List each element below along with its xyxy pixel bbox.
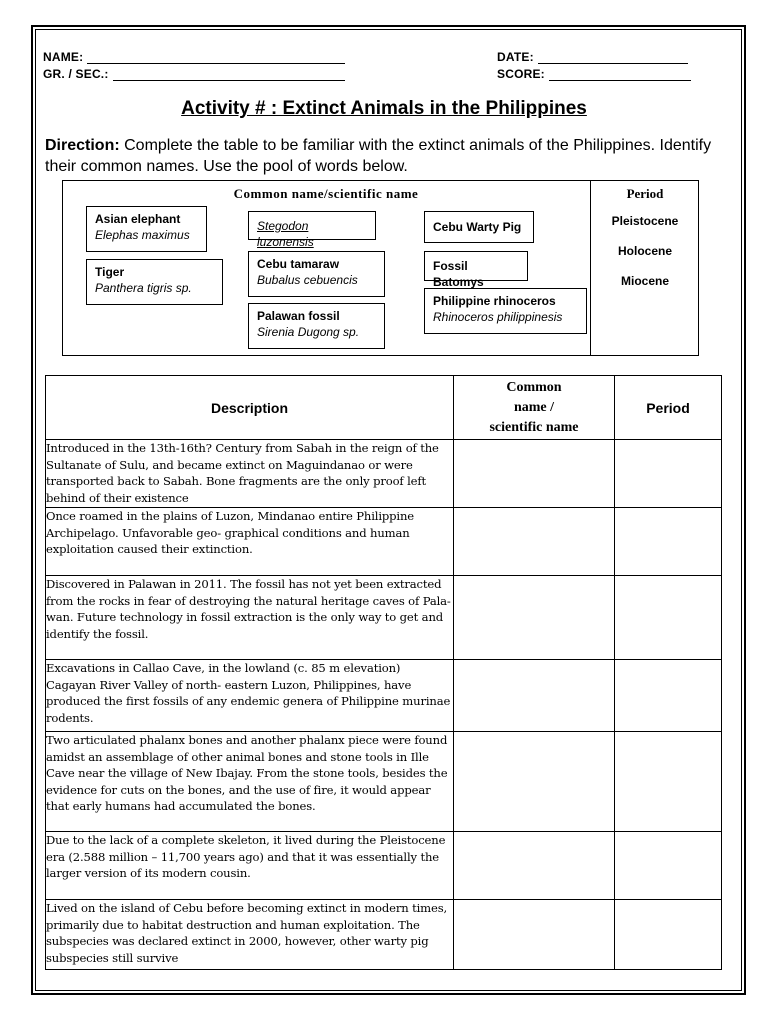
description-header: Description — [46, 376, 454, 440]
name-label: NAME: — [43, 50, 84, 64]
scientific-name: Stegodon luzonensis — [257, 219, 314, 249]
description-cell: Introduced in the 13th-16th? Century from Sabah in the reign of the Sultanate of Sulu, and became extinct on Maguindanao or were transported back to Sabah. Bone fragments are the only proof left behind of their existence — [46, 440, 454, 508]
answer-table — [45, 375, 722, 970]
common-name: Asian elephant — [95, 212, 181, 226]
scientific-name: Rhinoceros philippinesis — [433, 310, 563, 324]
period-answer-cell[interactable] — [615, 732, 722, 832]
period-option: Miocene — [620, 274, 669, 288]
score-blank[interactable] — [549, 69, 691, 81]
common-name: Tiger — [95, 265, 125, 279]
word-box — [248, 303, 385, 349]
common-name: Cebu tamaraw — [257, 257, 340, 271]
table-row — [46, 900, 722, 970]
common-name-answer-cell[interactable] — [454, 900, 615, 970]
grsec-blank[interactable] — [113, 69, 345, 81]
description-cell: Two articulated phalanx bones and another phalanx piece were found amidst an assemblage of other animal bones and stone tools in Ille Cave near the village of New Ibajay. From the stone tools, besides the evidence for cuts on the bones, and the use of fire, it would appear that early humans had accumulated the bones. — [46, 732, 454, 832]
period-answer-cell[interactable] — [615, 576, 722, 660]
word-box — [86, 259, 223, 305]
direction-text: Complete the table to be familiar with the extinct animals of the Philippines. Identify their common names. Use the pool of words below. — [45, 137, 712, 175]
word-box — [248, 251, 385, 297]
direction — [45, 135, 735, 177]
table-row — [46, 660, 722, 732]
common-name: Philippine rhinoceros — [433, 294, 556, 308]
common-name: Palawan fossil — [257, 309, 340, 323]
description-cell: Once roamed in the plains of Luzon, Mindanao entire Philippine Archipelago. Unfavorable geo- graphical conditions and human exploitation caused their extinction. — [46, 508, 454, 576]
description-cell: Discovered in Palawan in 2011. The fossil has not yet been extracted from the rocks in fear of destroying the natural heritage caves of Pala- wan. Future technology in fossil extraction is the only way to get and identify the fossil. — [46, 576, 454, 660]
grsec-label: GR. / SEC.: — [43, 67, 109, 81]
common-name: Cebu Warty Pig — [433, 220, 522, 234]
table-header-row — [46, 376, 722, 440]
word-pool-divider — [590, 180, 591, 356]
word-box — [86, 206, 207, 252]
period-answer-cell[interactable] — [615, 900, 722, 970]
word-box — [248, 211, 376, 249]
common-name-header — [454, 376, 615, 440]
name-blank[interactable] — [87, 52, 345, 64]
word-pool-title: Common name/scientific name — [233, 186, 419, 201]
common-name-answer-cell[interactable] — [454, 508, 615, 576]
period-answer-cell[interactable] — [615, 440, 722, 508]
period-header: Period — [615, 376, 722, 440]
name-field[interactable] — [43, 50, 345, 64]
activity-title: Activity # : Extinct Animals in the Philippines — [181, 98, 587, 119]
table-row — [46, 508, 722, 576]
direction-label: Direction: — [45, 137, 120, 154]
date-field[interactable] — [497, 50, 688, 64]
table-row — [46, 832, 722, 900]
period-option: Holocene — [617, 244, 672, 258]
common-name-header-line: Common — [506, 379, 562, 395]
common-name-answer-cell[interactable] — [454, 660, 615, 732]
grsec-field[interactable] — [43, 67, 345, 81]
scientific-name: Elephas maximus — [95, 228, 190, 242]
description-cell: Excavations in Callao Cave, in the lowland (c. 85 m elevation) Cagayan River Valley of north- eastern Luzon, Philippines, have produced the first fossils of any endemic genera of Philippine murinae rodents. — [46, 660, 454, 732]
common-name-header-line: name / — [513, 399, 555, 415]
period-answer-cell[interactable] — [615, 660, 722, 732]
date-blank[interactable] — [538, 52, 688, 64]
period-answer-cell[interactable] — [615, 832, 722, 900]
table-row — [46, 732, 722, 832]
description-cell: Lived on the island of Cebu before becoming extinct in modern times, primarily due to habitat destruction and human exploitation. The subspecies was declared extinct in 2000, however, other warty pig subspecies still survive — [46, 900, 454, 970]
common-name-answer-cell[interactable] — [454, 440, 615, 508]
date-label: DATE: — [497, 50, 534, 64]
word-box — [424, 251, 528, 289]
period-option: Pleistocene — [611, 214, 679, 228]
common-name-answer-cell[interactable] — [454, 832, 615, 900]
common-name-header-line: scientific name — [489, 419, 579, 435]
score-label: SCORE: — [497, 67, 545, 81]
description-cell: Due to the lack of a complete skeleton, it lived during the Pleistocene era (2.588 million – 11,700 years ago) and that it was essentially the larger version of its modern cousin. — [46, 832, 454, 900]
period-answer-cell[interactable] — [615, 508, 722, 576]
word-box — [424, 211, 534, 243]
common-name: Fossil Batomys — [433, 259, 484, 289]
common-name-answer-cell[interactable] — [454, 576, 615, 660]
table-row — [46, 440, 722, 508]
scientific-name: Sirenia Dugong sp. — [257, 325, 360, 339]
score-field[interactable] — [497, 67, 691, 81]
table-row — [46, 576, 722, 660]
period-pool-title: Period — [626, 186, 664, 201]
common-name-answer-cell[interactable] — [454, 732, 615, 832]
word-box — [424, 288, 587, 334]
scientific-name: Bubalus cebuencis — [257, 273, 358, 287]
scientific-name: Panthera tigris sp. — [95, 281, 192, 295]
